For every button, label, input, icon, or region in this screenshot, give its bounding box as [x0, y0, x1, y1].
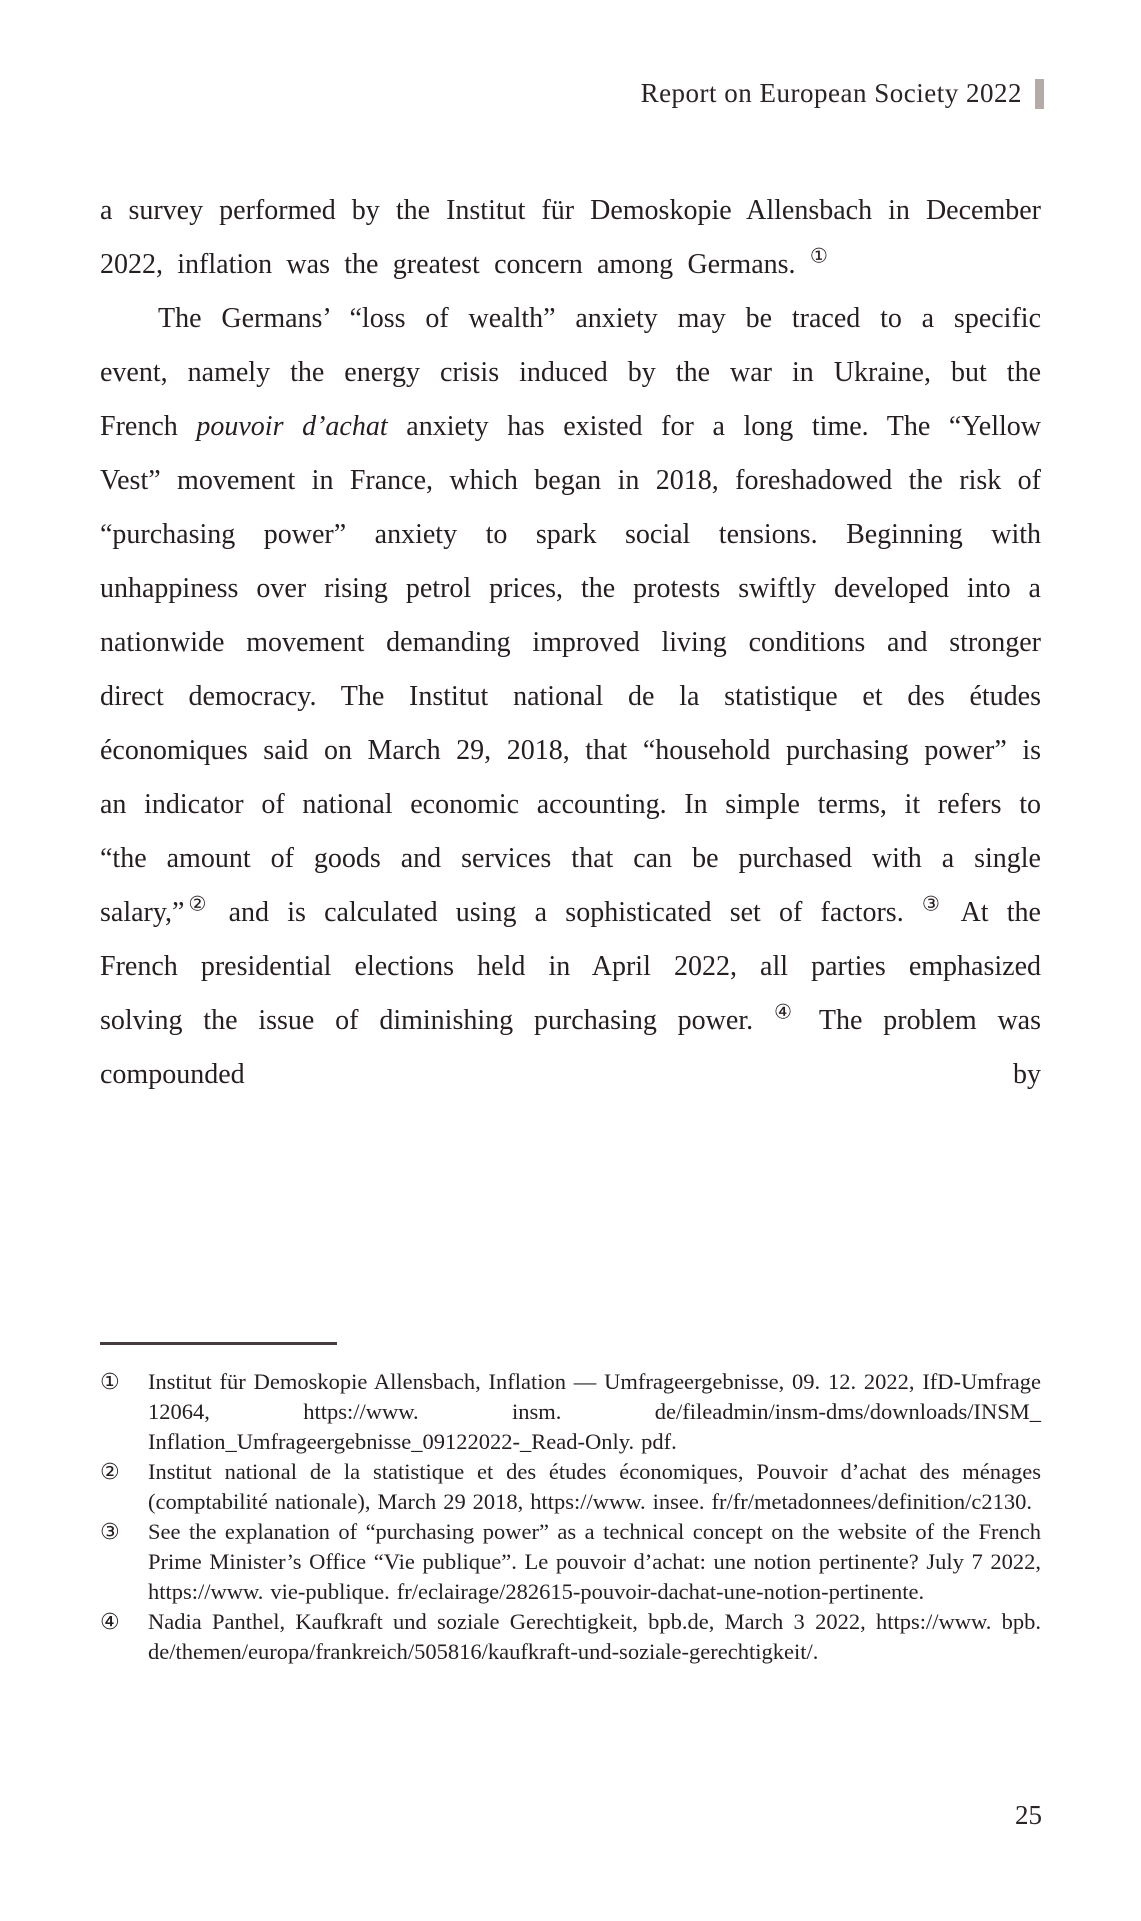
footnote-item	[100, 1367, 1041, 1457]
body-paragraph: a survey performed by the Institut für Demoskopie Allensbach in December 2022, inflation was the greatest concern among Germans. ①	[100, 195, 1041, 280]
footnote-item	[100, 1607, 1041, 1667]
footnote-ref: ③	[921, 893, 944, 916]
footnote-marker: ④	[100, 1609, 120, 1634]
footnote-item	[100, 1457, 1041, 1517]
page-number: 25	[1015, 1800, 1042, 1830]
body-text	[100, 184, 1041, 1102]
footnote-marker: ②	[100, 1459, 120, 1484]
footnote-separator	[100, 1342, 337, 1345]
footnote-marker: ③	[100, 1519, 120, 1544]
footnote-text: Nadia Panthel, Kaufkraft und soziale Gerechtigkeit, bpb.de, March 3 2022, https://www. bpb. de/themen/europa/frankreich/505816/kaufkraft-und-soziale-gerechtigkeit/.	[148, 1609, 1041, 1664]
header-title: Report on European Society 2022	[640, 78, 1022, 108]
footnote-ref: ②	[184, 893, 211, 916]
footnote-ref: ④	[773, 1001, 799, 1024]
footnote-text: Institut für Demoskopie Allensbach, Inflation — Umfrageergebnisse, 09. 12. 2022, IfD-Umfrage 12064, https://www. insm. de/fileadmin/insm-dms/downloads/INSM_ Inflation_Umfrageergebnisse_09122022-_Read-Only. pdf.	[148, 1369, 1041, 1454]
footnote-ref: ①	[809, 245, 828, 268]
footnotes	[100, 1367, 1041, 1667]
footnote-text: Institut national de la statistique et des études économiques, Pouvoir d’achat des ménages (comptabilité nationale), March 29 2018, https://www. insee. fr/fr/metadonnees/definition/c2130.	[148, 1459, 1041, 1514]
footnote-text: See the explanation of “purchasing power” as a technical concept on the website of the French Prime Minister’s Office “Vie publique”. Le pouvoir d’achat: une notion pertinente? July 7 2022, https://www. vie-publique. fr/eclairage/282615-pouvoir-dachat-une-notion-pertinente.	[148, 1519, 1041, 1604]
page-header	[100, 78, 1044, 109]
header-bar-decoration	[1035, 79, 1044, 109]
footnote-marker: ①	[100, 1369, 120, 1394]
footnote-item	[100, 1517, 1041, 1607]
body-paragraph: The Germans’ “loss of wealth” anxiety may be traced to a specific event, namely the energy crisis induced by the war in Ukraine, but the French pouvoir d’achat anxiety has existed for a long time. The “Yellow Vest” movement in France, which began in 2018, foreshadowed the risk of “purchasing power” anxiety to spark social tensions. Beginning with unhappiness over rising petrol prices, the protests swiftly developed into a nationwide movement demanding improved living conditions and stronger direct democracy. The Institut national de la statistique et des études économiques said on March 29, 2018, that “household purchasing power” is an indicator of national economic accounting. In simple terms, it refers to “the amount of goods and services that can be purchased with a single salary,”② and is calculated using a sophisticated set of factors. ③ At the French presidential elections held in April 2022, all parties emphasized solving the issue of diminishing purchasing power. ④ The problem was compounded by	[100, 303, 1041, 1090]
